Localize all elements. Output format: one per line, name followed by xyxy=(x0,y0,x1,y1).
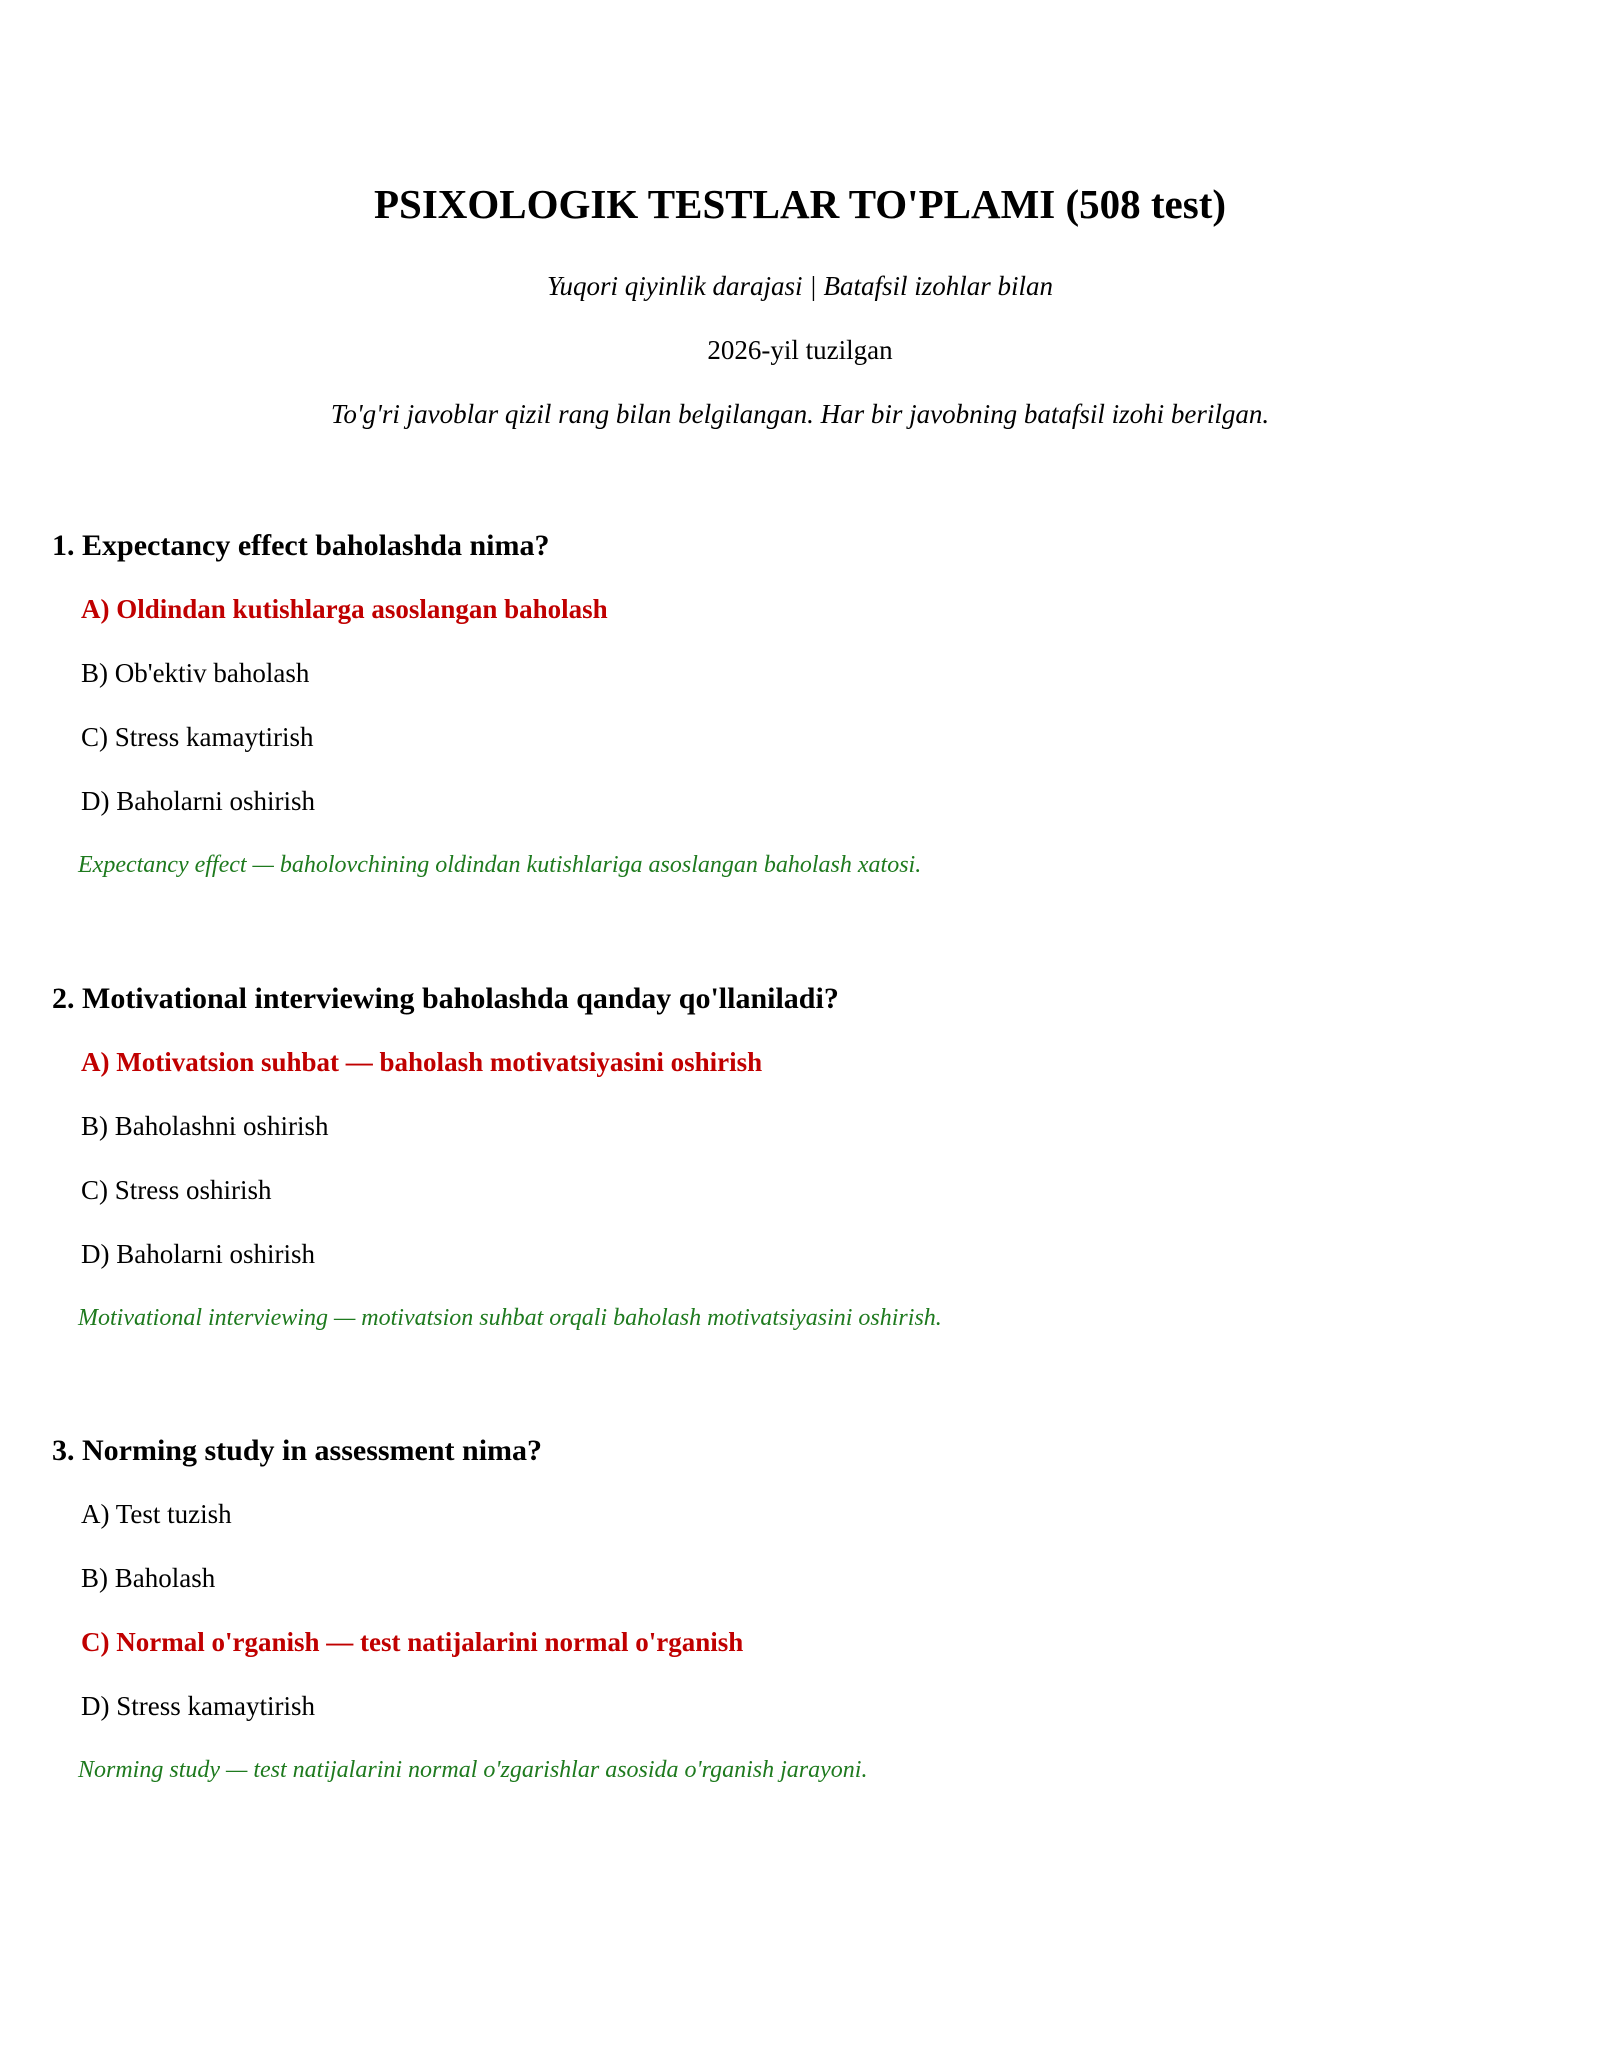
question-text: 2. Motivational interviewing baholashda qanday qo'llaniladi? xyxy=(52,982,839,1015)
explanation: Norming study — test natijalarini normal o'zgarishlar asosida o'rganish jarayoni. xyxy=(78,1757,868,1783)
option-a: A) Test tuzish xyxy=(81,1499,232,1529)
document-note: To'g'ri javoblar qizil rang bilan belgilangan. Har bir javobning batafsil izohi berilgan. xyxy=(330,399,1270,429)
option-b: B) Baholashni oshirish xyxy=(81,1111,329,1141)
explanation: Expectancy effect — baholovchining oldindan kutishlariga asoslangan baholash xatosi. xyxy=(78,852,922,878)
option-d: D) Baholarni oshirish xyxy=(81,786,315,816)
option-c: C) Normal o'rganish — test natijalarini normal o'rganish xyxy=(81,1627,744,1657)
option-d: D) Baholarni oshirish xyxy=(81,1239,315,1269)
question-text: 1. Expectancy effect baholashda nima? xyxy=(52,529,550,562)
option-a: A) Oldindan kutishlarga asoslangan baholash xyxy=(81,594,608,624)
option-b: B) Ob'ektiv baholash xyxy=(81,658,310,688)
option-b: B) Baholash xyxy=(81,1563,216,1593)
question-text: 3. Norming study in assessment nima? xyxy=(52,1434,543,1467)
explanation: Motivational interviewing — motivatsion suhbat orqali baholash motivatsiyasini oshirish. xyxy=(78,1305,942,1331)
option-c: C) Stress oshirish xyxy=(81,1175,272,1205)
document-subtitle: Yuqori qiyinlik darajasi | Batafsil izohlar bilan xyxy=(547,271,1053,301)
document-title: PSIXOLOGIK TESTLAR TO'PLAMI (508 test) xyxy=(373,181,1226,227)
document-date: 2026-yil tuzilgan xyxy=(707,335,893,365)
option-c: C) Stress kamaytirish xyxy=(81,722,314,752)
option-a: A) Motivatsion suhbat — baholash motivatsiyasini oshirish xyxy=(81,1047,763,1077)
option-d: D) Stress kamaytirish xyxy=(81,1691,315,1721)
